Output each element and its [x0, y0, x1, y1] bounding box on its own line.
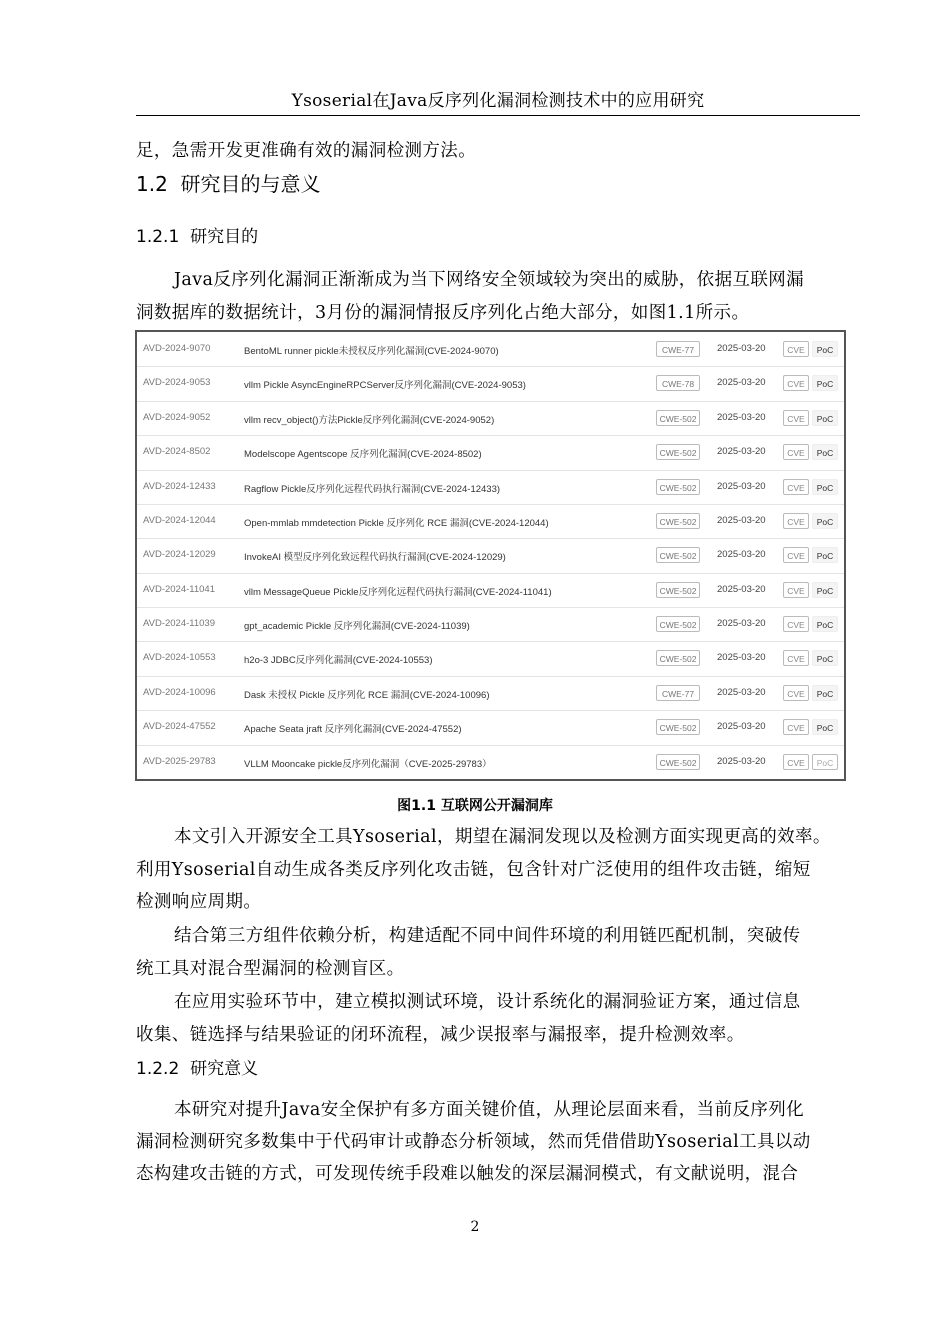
subsection-heading-purpose: [136, 222, 258, 247]
vuln-title[interactable]: Apache Seata jraft 反序列化漏洞(CVE-2024-47552): [244, 724, 462, 736]
vuln-title[interactable]: InvokeAI 模型反序列化致远程代码执行漏洞(CVE-2024-12029): [244, 552, 506, 564]
vuln-title[interactable]: Modelscope Agentscope 反序列化漏洞(CVE-2024-8502): [244, 449, 482, 461]
vuln-id[interactable]: AVD-2024-8502: [143, 446, 211, 458]
vuln-title[interactable]: VLLM Mooncake pickle反序列化漏洞（CVE-2025-29783）: [244, 758, 492, 770]
cwe-badge[interactable]: CWE-502: [656, 410, 700, 426]
table-row[interactable]: [137, 470, 844, 505]
table-row[interactable]: [137, 504, 844, 539]
paragraph-line: 统工具对混合型漏洞的检测盲区。: [136, 959, 405, 979]
vuln-date: 2025-03-20: [717, 549, 766, 561]
paragraph-line: 利用Ysoserial自动生成各类反序列化攻击链，包含针对广泛使用的组件攻击链，缩短: [136, 860, 811, 880]
cve-badge[interactable]: CVE: [783, 341, 809, 357]
cve-badge[interactable]: CVE: [783, 754, 809, 770]
paragraph-line: 结合第三方组件依赖分析，构建适配不同中间件环境的利用链匹配机制，突破传: [174, 926, 801, 946]
vuln-id[interactable]: AVD-2024-12044: [143, 514, 216, 526]
table-row[interactable]: [137, 710, 844, 745]
poc-badge[interactable]: PoC: [812, 582, 838, 598]
paragraph-line: 在应用实验环节中，建立模拟测试环境，设计系统化的漏洞验证方案，通过信息: [174, 992, 801, 1012]
vuln-title[interactable]: Dask 未授权 Pickle 反序列化 RCE 漏洞(CVE-2024-10096): [244, 689, 490, 701]
subsection-number: 1.2.1: [136, 227, 180, 247]
paragraph-line: 态构建攻击链的方式，可发现传统手段难以触发的深层漏洞模式，有文献说明，混合: [136, 1164, 799, 1184]
cve-badge[interactable]: CVE: [783, 479, 809, 495]
cve-badge[interactable]: CVE: [783, 719, 809, 735]
paragraph-line: 本文引入开源安全工具Ysoserial，期望在漏洞发现以及检测方面实现更高的效率。: [174, 827, 831, 847]
section-heading: [136, 168, 321, 197]
table-row[interactable]: [137, 435, 844, 470]
running-header: Ysoserial在Java反序列化漏洞检测技术中的应用研究: [136, 86, 860, 116]
vuln-date: 2025-03-20: [717, 514, 766, 526]
cwe-badge[interactable]: CWE-78: [656, 375, 700, 391]
vuln-id[interactable]: AVD-2024-9070: [143, 343, 211, 354]
vuln-title[interactable]: Open-mmlab mmdetection Pickle 反序列化 RCE 漏洞(CVE-2024-12044): [244, 517, 549, 529]
vuln-date: 2025-03-20: [717, 343, 766, 354]
poc-badge[interactable]: PoC: [812, 547, 838, 563]
vuln-id[interactable]: AVD-2024-9053: [143, 377, 211, 389]
vuln-id[interactable]: AVD-2024-11041: [143, 583, 216, 595]
poc-badge[interactable]: PoC: [812, 650, 838, 666]
vuln-title[interactable]: vllm MessageQueue Pickle反序列化远程代码执行漏洞(CVE-2024-11041): [244, 586, 552, 598]
table-row[interactable]: [137, 607, 844, 642]
poc-badge[interactable]: PoC: [812, 341, 838, 357]
vuln-date: 2025-03-20: [717, 411, 766, 423]
vuln-title[interactable]: h2o-3 JDBC反序列化漏洞(CVE-2024-10553): [244, 655, 433, 667]
table-row[interactable]: [137, 745, 844, 779]
cwe-badge[interactable]: CWE-502: [656, 547, 700, 563]
cve-badge[interactable]: CVE: [783, 650, 809, 666]
cve-badge[interactable]: CVE: [783, 444, 809, 460]
paragraph-line: Java反序列化漏洞正渐渐成为当下网络安全领域较为突出的威胁，依据互联网漏: [174, 270, 805, 290]
cve-badge[interactable]: CVE: [783, 410, 809, 426]
cve-badge[interactable]: CVE: [783, 513, 809, 529]
cwe-badge[interactable]: CWE-502: [656, 582, 700, 598]
cwe-badge[interactable]: CWE-502: [656, 513, 700, 529]
table-row[interactable]: [137, 641, 844, 676]
paragraph-line: 检测响应周期。: [136, 892, 262, 912]
vuln-title[interactable]: gpt_academic Pickle 反序列化漏洞(CVE-2024-11039): [244, 621, 470, 633]
poc-badge[interactable]: PoC: [812, 754, 838, 770]
cwe-badge[interactable]: CWE-502: [656, 479, 700, 495]
cve-badge[interactable]: CVE: [783, 616, 809, 632]
page-number: 2: [470, 1219, 480, 1235]
table-row[interactable]: [137, 573, 844, 608]
cwe-badge[interactable]: CWE-77: [656, 341, 700, 357]
vuln-id[interactable]: AVD-2024-10096: [143, 686, 216, 698]
cve-badge[interactable]: CVE: [783, 547, 809, 563]
table-row[interactable]: [137, 538, 844, 573]
subsection-title: 研究意义: [190, 1059, 259, 1079]
poc-badge[interactable]: PoC: [812, 375, 838, 391]
vuln-date: 2025-03-20: [717, 686, 766, 698]
poc-badge[interactable]: PoC: [812, 685, 838, 701]
paragraph-line: 收集、链选择与结果验证的闭环流程，减少误报率与漏报率，提升检测效率。: [136, 1025, 745, 1045]
poc-badge[interactable]: PoC: [812, 513, 838, 529]
section-number: 1.2: [136, 172, 168, 196]
cwe-badge[interactable]: CWE-502: [656, 719, 700, 735]
vuln-date: 2025-03-20: [717, 755, 766, 767]
table-row[interactable]: [137, 401, 844, 436]
vuln-date: 2025-03-20: [717, 377, 766, 389]
poc-badge[interactable]: PoC: [812, 616, 838, 632]
vuln-title[interactable]: vllm recv_object()方法Pickle反序列化漏洞(CVE-2024-9052): [244, 414, 495, 426]
vuln-title[interactable]: Ragflow Pickle反序列化远程代码执行漏洞(CVE-2024-12433): [244, 483, 501, 495]
poc-badge[interactable]: PoC: [812, 479, 838, 495]
vuln-date: 2025-03-20: [717, 480, 766, 492]
poc-badge[interactable]: PoC: [812, 444, 838, 460]
vuln-date: 2025-03-20: [717, 583, 766, 595]
vuln-date: 2025-03-20: [717, 446, 766, 458]
vuln-title[interactable]: BentoML runner pickle未授权反序列化漏洞(CVE-2024-9070): [244, 346, 499, 357]
paragraph-line: 洞数据库的数据统计，3月份的漏洞情报反序列化占绝大部分，如图1.1所示。: [136, 303, 750, 323]
paragraph-line: 漏洞检测研究多数集中于代码审计或静态分析领域，然而凭借借助Ysoserial工具以动: [136, 1132, 811, 1152]
vuln-title[interactable]: vllm Pickle AsyncEngineRPCServer反序列化漏洞(CVE-2024-9053): [244, 380, 526, 392]
vuln-id[interactable]: AVD-2024-10553: [143, 652, 216, 664]
vuln-id[interactable]: AVD-2025-29783: [143, 755, 216, 767]
vuln-id[interactable]: AVD-2024-11039: [143, 618, 216, 630]
vuln-id[interactable]: AVD-2024-9052: [143, 411, 211, 423]
vulnerability-table-figure: [135, 330, 846, 781]
cve-badge[interactable]: CVE: [783, 582, 809, 598]
table-row[interactable]: [137, 332, 844, 367]
vuln-date: 2025-03-20: [717, 652, 766, 664]
table-row[interactable]: [137, 676, 844, 711]
cwe-badge[interactable]: CWE-502: [656, 754, 700, 770]
vuln-id[interactable]: AVD-2024-12029: [143, 549, 216, 561]
subsection-heading-significance: [136, 1054, 258, 1079]
cwe-badge[interactable]: CWE-502: [656, 444, 700, 460]
vuln-date: 2025-03-20: [717, 618, 766, 630]
cwe-badge[interactable]: CWE-77: [656, 685, 700, 701]
subsection-number: 1.2.2: [136, 1059, 180, 1079]
cve-badge[interactable]: CVE: [783, 375, 809, 391]
poc-badge[interactable]: PoC: [812, 410, 838, 426]
vuln-id[interactable]: AVD-2024-12433: [143, 480, 216, 492]
paragraph-line: 本研究对提升Java安全保护有多方面关键价值，从理论层面来看，当前反序列化: [174, 1100, 805, 1120]
vuln-date: 2025-03-20: [717, 721, 766, 733]
cwe-badge[interactable]: CWE-502: [656, 650, 700, 666]
table-row[interactable]: [137, 366, 844, 401]
section-title: 研究目的与意义: [180, 172, 321, 196]
subsection-title: 研究目的: [190, 227, 259, 247]
vuln-id[interactable]: AVD-2024-47552: [143, 721, 216, 733]
cwe-badge[interactable]: CWE-502: [656, 616, 700, 632]
poc-badge[interactable]: PoC: [812, 719, 838, 735]
figure-caption: 图1.1 互联网公开漏洞库: [397, 798, 553, 814]
cve-badge[interactable]: CVE: [783, 685, 809, 701]
intro-tail-line: 足，急需开发更准确有效的漏洞检测方法。: [136, 141, 477, 161]
